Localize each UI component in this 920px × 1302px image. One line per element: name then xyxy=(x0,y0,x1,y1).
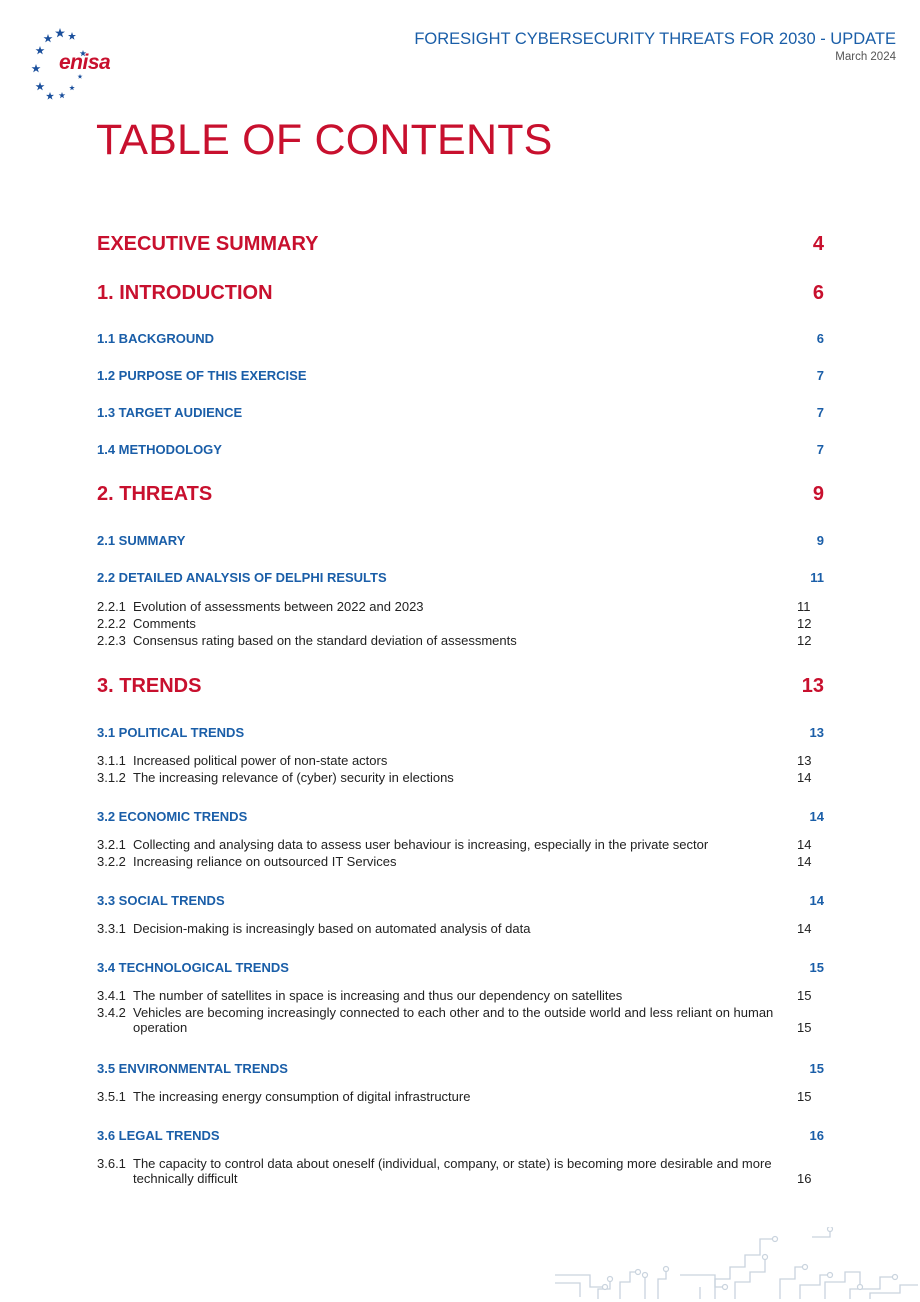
toc-label: 1.3 TARGET AUDIENCE xyxy=(97,405,243,420)
toc-label: 3.4 TECHNOLOGICAL TRENDS xyxy=(97,960,289,975)
toc-number: 2.2.3 xyxy=(97,633,126,648)
toc-entry-summary[interactable] xyxy=(97,533,824,548)
toc-label: Decision-making is increasingly based on automated analysis of data xyxy=(133,921,531,936)
document-date: March 2024 xyxy=(835,51,896,63)
toc-entry-background[interactable] xyxy=(97,331,824,346)
toc-entry-political-trends[interactable] xyxy=(97,725,824,740)
toc-number: 3.3.1 xyxy=(97,921,126,936)
toc-page: 6 xyxy=(816,331,824,346)
toc-entry-methodology[interactable] xyxy=(97,442,824,457)
toc-number: 3.1.2 xyxy=(97,770,126,785)
toc-label: 3.1 POLITICAL TRENDS xyxy=(97,725,245,740)
toc-label: Comments xyxy=(133,616,196,631)
toc-entry-3-2-2[interactable] xyxy=(97,854,817,869)
toc-page: 16 xyxy=(809,1128,824,1143)
toc-page: 16 xyxy=(797,1171,812,1186)
toc-label: 2. THREATS xyxy=(97,483,213,505)
toc-entry-introduction[interactable] xyxy=(97,282,824,305)
toc-entry-3-2-1[interactable] xyxy=(97,837,817,852)
toc-entry-purpose[interactable] xyxy=(97,368,824,383)
toc-entry-3-1-1[interactable] xyxy=(97,753,817,768)
toc-entry-3-3-1[interactable] xyxy=(97,921,817,936)
toc-label: The increasing relevance of (cyber) security in elections xyxy=(133,770,454,785)
toc-entry-3-4-2[interactable] xyxy=(97,1005,817,1035)
toc-label: The number of satellites in space is increasing and thus our dependency on satellites xyxy=(133,988,623,1003)
toc-page: 14 xyxy=(797,837,812,852)
toc-label: 3.3 SOCIAL TRENDS xyxy=(97,893,225,908)
toc-label: 2.2 DETAILED ANALYSIS OF DELPHI RESULTS xyxy=(97,570,387,585)
toc-label: 3.6 LEGAL TRENDS xyxy=(97,1128,220,1143)
toc-page: 7 xyxy=(816,442,824,457)
toc-page: 7 xyxy=(816,368,824,383)
toc-page: 4 xyxy=(812,233,824,255)
toc-entry-target-audience[interactable] xyxy=(97,405,824,420)
toc-number: 3.5.1 xyxy=(97,1089,126,1104)
toc-page: 14 xyxy=(797,770,812,785)
toc-entry-trends[interactable] xyxy=(97,675,824,698)
toc-label: 3. TRENDS xyxy=(97,675,202,697)
toc-page: 14 xyxy=(809,809,824,824)
toc-label: 1.1 BACKGROUND xyxy=(97,331,215,346)
toc-label: 1. INTRODUCTION xyxy=(97,282,273,304)
toc-label: Increasing reliance on outsourced IT Services xyxy=(133,854,397,869)
circuit-decoration-icon xyxy=(550,1227,920,1302)
toc-entry-legal-trends[interactable] xyxy=(97,1128,824,1143)
toc-entry-economic-trends[interactable] xyxy=(97,809,824,824)
toc-label: Collecting and analysing data to assess user behaviour is increasing, especially in the private sector xyxy=(133,837,709,852)
toc-number: 3.1.1 xyxy=(97,753,126,768)
toc-entry-threats[interactable] xyxy=(97,483,824,506)
toc-number: 3.2.2 xyxy=(97,854,126,869)
toc-entry-delphi[interactable] xyxy=(97,570,824,585)
toc-entry-environmental-trends[interactable] xyxy=(97,1061,824,1076)
toc-page: 12 xyxy=(797,633,812,648)
toc-label: 3.2 ECONOMIC TRENDS xyxy=(97,809,248,824)
toc-label: 1.4 METHODOLOGY xyxy=(97,442,222,457)
toc-entry-technological-trends[interactable] xyxy=(97,960,824,975)
toc-page: 11 xyxy=(810,570,824,585)
toc-page: 15 xyxy=(797,1020,812,1035)
toc-label: Evolution of assessments between 2022 and 2023 xyxy=(133,599,424,614)
toc-page: 13 xyxy=(797,753,812,768)
toc-page: 9 xyxy=(816,533,824,548)
toc-page: 12 xyxy=(797,616,812,631)
toc-page: 14 xyxy=(809,893,824,908)
toc-label: 3.5 ENVIRONMENTAL TRENDS xyxy=(97,1061,288,1076)
toc-label: 1.2 PURPOSE OF THIS EXERCISE xyxy=(97,368,307,383)
toc-label: Consensus rating based on the standard deviation of assessments xyxy=(133,633,517,648)
toc-number: 2.2.1 xyxy=(97,599,126,614)
toc-page: 15 xyxy=(797,988,812,1003)
toc-page: 14 xyxy=(797,854,812,869)
toc-label: Increased political power of non-state actors xyxy=(133,753,388,768)
toc-entry-3-1-2[interactable] xyxy=(97,770,817,785)
toc-label: Vehicles are becoming increasingly connected to each other and to the outside world and less reliant on human operation xyxy=(133,1005,774,1035)
toc-number: 3.4.2 xyxy=(97,1005,126,1020)
toc-page: 13 xyxy=(809,725,824,740)
toc-page: 15 xyxy=(809,960,824,975)
toc-number: 3.6.1 xyxy=(97,1156,126,1171)
toc-entry-2-2-1[interactable] xyxy=(97,599,817,614)
toc-label: The capacity to control data about oneself (individual, company, or state) is becoming more desirable and more technically difficult xyxy=(133,1156,772,1186)
toc-number: 3.4.1 xyxy=(97,988,126,1003)
toc-page: 6 xyxy=(812,282,824,304)
toc-page: 11 xyxy=(797,599,811,614)
toc-entry-2-2-3[interactable] xyxy=(97,633,817,648)
toc-page: 15 xyxy=(809,1061,824,1076)
toc-entry-3-4-1[interactable] xyxy=(97,988,817,1003)
document-title: FORESIGHT CYBERSECURITY THREATS FOR 2030 - UPDATE xyxy=(414,30,896,48)
toc-label: 2.1 SUMMARY xyxy=(97,533,186,548)
toc-page: 7 xyxy=(816,405,824,420)
toc-label: The increasing energy consumption of digital infrastructure xyxy=(133,1089,471,1104)
toc-number: 3.2.1 xyxy=(97,837,126,852)
enisa-logo-wordmark: enisa xyxy=(59,51,111,74)
toc-entry-2-2-2[interactable] xyxy=(97,616,817,631)
toc-entry-executive-summary[interactable] xyxy=(97,233,824,256)
toc-page: 14 xyxy=(797,921,812,936)
toc-page: 9 xyxy=(812,483,824,505)
toc-number: 2.2.2 xyxy=(97,616,126,631)
page-title: TABLE OF CONTENTS xyxy=(96,116,553,164)
toc-label: EXECUTIVE SUMMARY xyxy=(97,233,319,255)
toc-page: 13 xyxy=(801,675,824,697)
toc-entry-3-5-1[interactable] xyxy=(97,1089,817,1104)
toc-page: 15 xyxy=(797,1089,812,1104)
toc-entry-social-trends[interactable] xyxy=(97,893,824,908)
toc-entry-3-6-1[interactable] xyxy=(97,1156,817,1186)
